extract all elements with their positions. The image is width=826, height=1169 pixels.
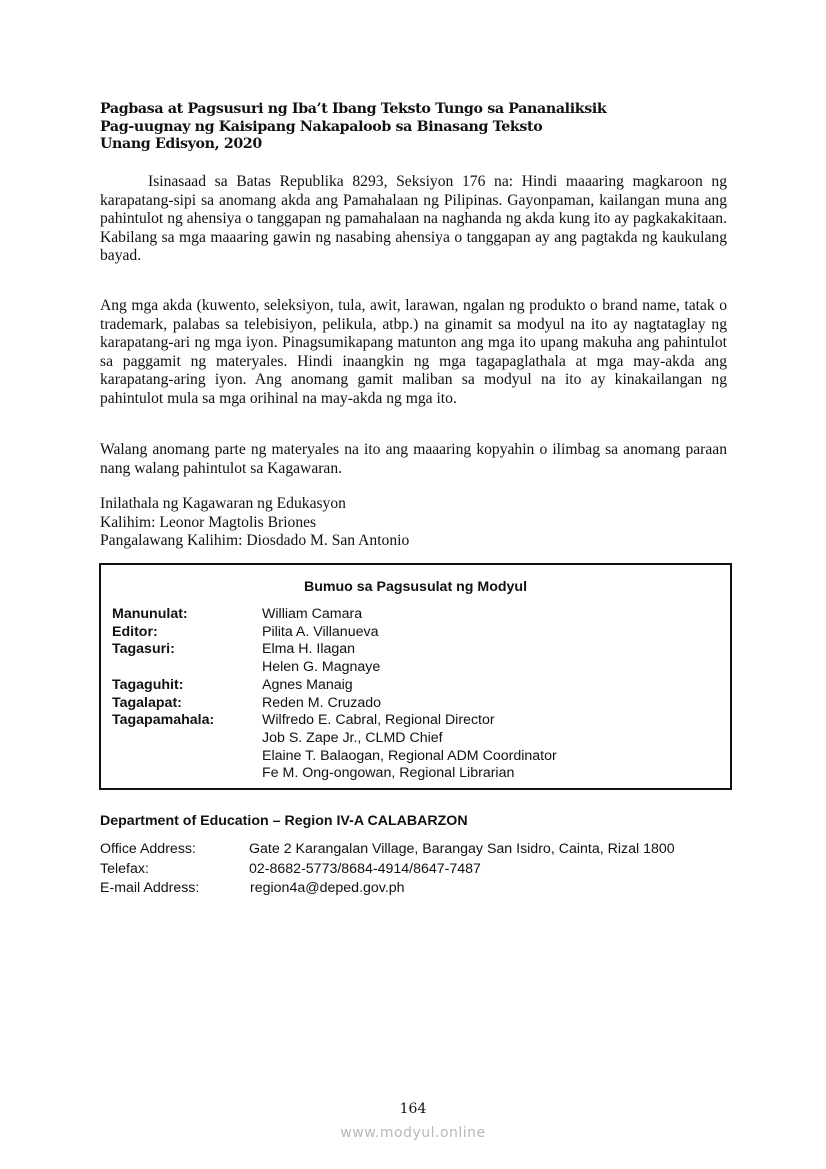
credit-role: Editor: xyxy=(112,623,158,640)
credit-name: Helen G. Magnaye xyxy=(262,659,381,676)
publisher-line: Inilathala ng Kagawaran ng Edukasyon xyxy=(100,495,346,512)
credit-name: William Camara xyxy=(262,606,363,622)
credit-role: Tagalapat: xyxy=(112,694,182,711)
page-number: 164 xyxy=(399,1101,427,1117)
works-rights-paragraph: Ang mga akda (kuwento, seleksiyon, tula, awit, larawan, ngalan ng produkto o brand name, tatak o trademark, palabas sa telebisiyon, pelikula, atbp.) na ginamit sa modyul na ito ay nagtataglay ng karapatang-ari ng mga iyon. Pinagsumikapang matunton ang mga ito upang makuha ang pahintulot sa paggamit ng materyales. Hindi inaangkin ng mga tagapaglathala at mga may-akda ang karapatang-aring iyon. Ang anomang gamit maliban sa modyul na ito ay kinakailangan ng pahintulot mula sa mga orihinal na may-akda ng mga ito. xyxy=(100,297,727,407)
credit-names xyxy=(262,712,557,783)
credits-box xyxy=(99,563,732,790)
credit-names xyxy=(262,677,353,695)
contact-value: Gate 2 Karangalan Village, Barangay San Isidro, Cainta, Rizal 1800 xyxy=(249,841,675,857)
undersecretary-line: Pangalawang Kalihim: Diosdado M. San Antonio xyxy=(100,532,410,550)
contact-label: E-mail Address: xyxy=(100,880,200,896)
credit-role: Manunulat: xyxy=(112,606,188,622)
contact-row-telefax xyxy=(100,860,675,880)
credit-name: Pilita A. Villanueva xyxy=(262,623,379,640)
contact-value: region4a@deped.gov.ph xyxy=(250,880,405,896)
edition-line: Unang Edisyon, 2020 xyxy=(100,136,262,152)
credit-name: Fe M. Ong-ongowan, Regional Librarian xyxy=(262,765,515,782)
credit-names xyxy=(262,641,380,676)
credit-names xyxy=(262,695,381,713)
reproduction-paragraph: Walang anomang parte ng materyales na ito ang maaaring kopyahin o ilimbag sa anomang paraan nang walang pahintulot sa Kagawaran. xyxy=(100,441,727,477)
secretary-line: Kalihim: Leonor Magtolis Briones xyxy=(100,513,317,531)
document-title-block xyxy=(100,101,730,154)
credit-row-manunulat xyxy=(112,606,557,624)
contact-label: Telefax: xyxy=(100,860,149,877)
credit-names xyxy=(262,606,362,624)
credit-row-tagasuri xyxy=(112,641,557,676)
watermark: www.modyul.online xyxy=(340,1125,486,1141)
credit-row-tagapamahala xyxy=(112,712,557,783)
credit-name: Agnes Manaig xyxy=(262,676,353,693)
credit-role: Tagapamahala: xyxy=(112,712,215,729)
contact-row-email xyxy=(100,879,675,899)
credit-names xyxy=(262,624,378,642)
credit-name: Elaine T. Balaogan, Regional ADM Coordinator xyxy=(262,747,557,764)
department-heading: Department of Education – Region IV-A CALABARZON xyxy=(100,813,468,829)
contact-row-address xyxy=(100,840,675,860)
credit-name: Elma H. Ilagan xyxy=(262,641,356,658)
module-title: Pagbasa at Pagsusuri ng Iba’t Ibang Teksto Tungo sa Pananaliksik xyxy=(100,101,607,117)
publisher-block xyxy=(100,495,409,551)
contact-block xyxy=(100,840,675,899)
module-subtitle: Pag-uugnay ng Kaisipang Nakapaloob sa Binasang Teksto xyxy=(100,118,543,135)
credit-role: Tagaguhit: xyxy=(112,676,184,693)
credit-name: Job S. Zape Jr., CLMD Chief xyxy=(262,729,443,746)
credit-role: Tagasuri: xyxy=(112,641,175,658)
credits-title: Bumuo sa Pagsusulat ng Modyul xyxy=(303,579,528,595)
copyright-paragraph: Isinasaad sa Batas Republika 8293, Seksiyon 176 na: Hindi maaaring magkaroon ng karapatang-sipi sa anomang akda ang Pamahalaan ng Pilipinas. Gayonpaman, kailangan muna ang pahintulot ng ahensiya o tanggapan ng pamahalaan na naghanda ng akda kung ito ay pagkakakitaan. Kabilang sa mga maaaring gawin ng nasabing ahensiya o tanggapan ay ang pagtakda ng kaukulang bayad. xyxy=(100,173,727,265)
credit-row-editor xyxy=(112,624,557,642)
contact-value: 02-8682-5773/8684-4914/8647-7487 xyxy=(249,860,481,877)
credit-row-tagalapat xyxy=(112,695,557,713)
credit-name: Wilfredo E. Cabral, Regional Director xyxy=(262,712,495,729)
credit-name: Reden M. Cruzado xyxy=(262,694,382,711)
contact-label: Office Address: xyxy=(100,841,196,857)
credits-list xyxy=(112,606,557,783)
credit-row-tagaguhit xyxy=(112,677,557,695)
